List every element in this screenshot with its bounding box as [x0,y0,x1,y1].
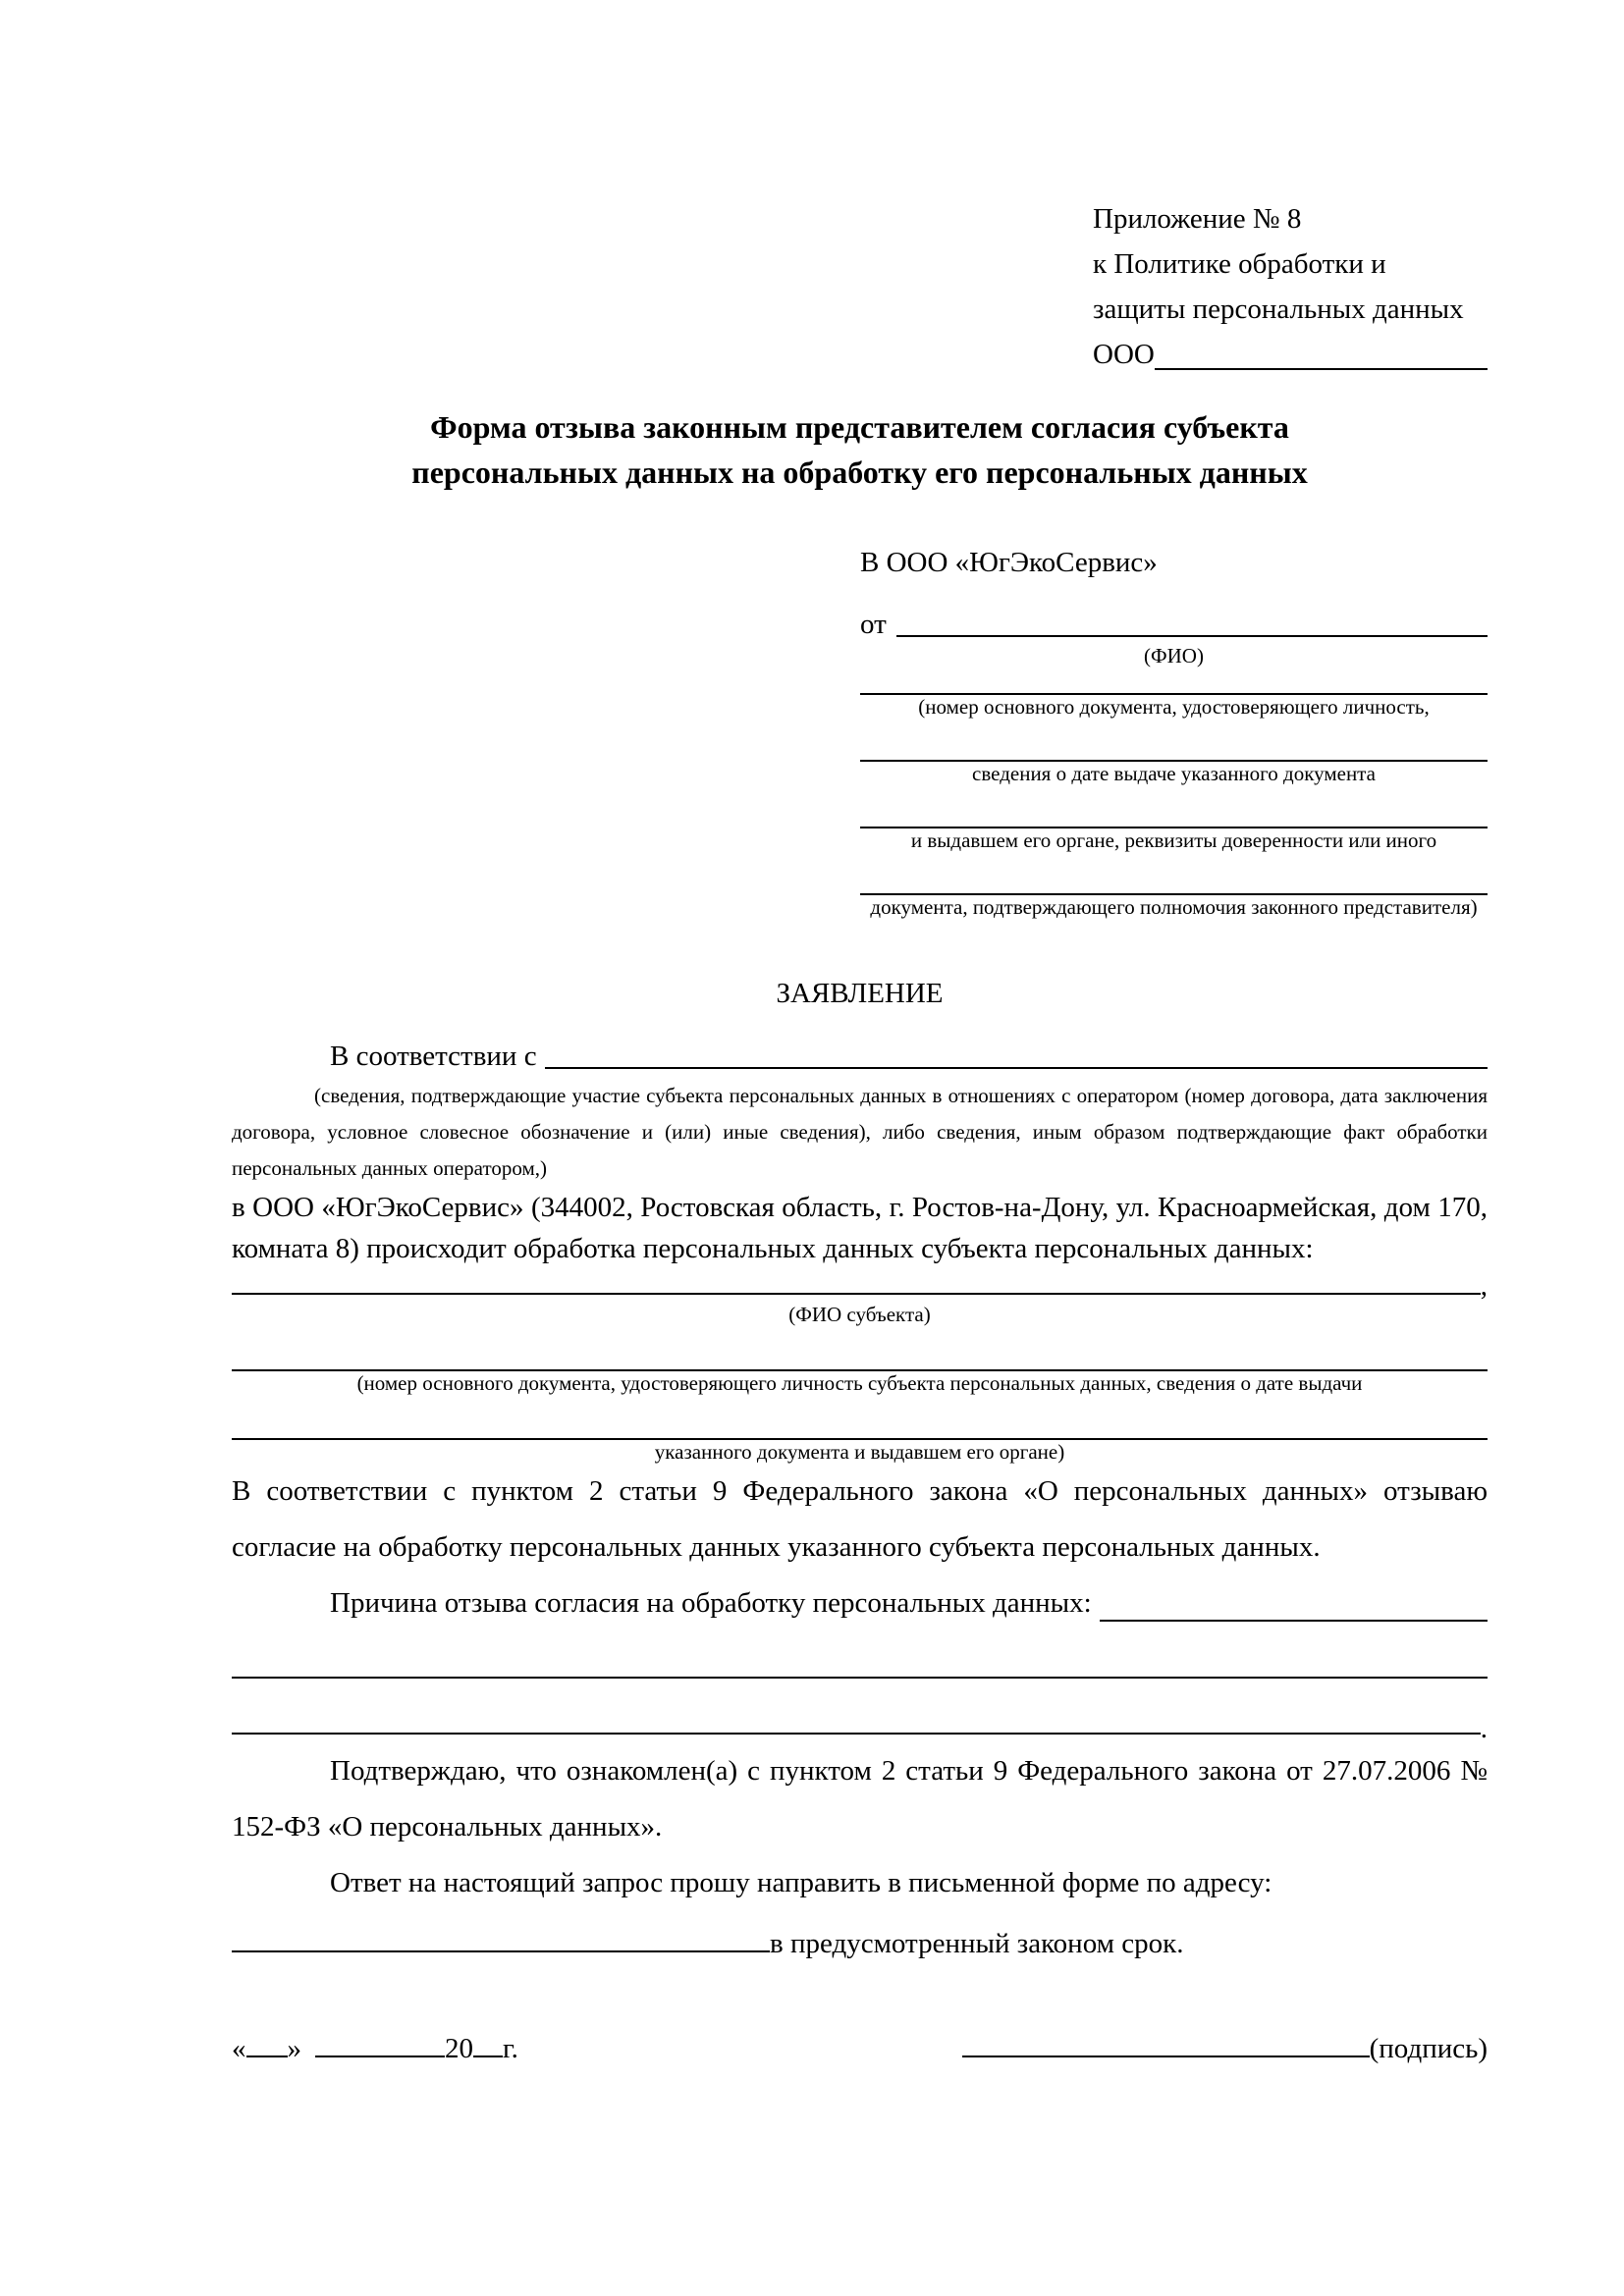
subject-fio-suffix: , [1480,1270,1488,1302]
addressee-organization: В ООО «ЮгЭкоСервис» [860,547,1158,578]
quote-close: » [287,2033,301,2064]
reason-blank-row-1 [232,1631,1488,1687]
address-blank [232,1950,770,1952]
issue-date-caption: сведения о дате выдаче указанного документа [972,762,1376,785]
relationship-note: (сведения, подтверждающие участие субъекта персональных данных в отношениях с оператором (номер договора, дата заключения договора, условное словесное обозначение и (или) иные сведения), либо сведения, иным образом подтверждающие факт обработки персональных данных оператором,) [232,1084,1488,1180]
subject-doc-caption-1: (номер основного документа, удостоверяющего личность субъекта персональных данных, сведения о дате выдачи [356,1371,1363,1395]
signature-blank [962,2054,1370,2057]
subject-fio-line [232,1269,1488,1303]
appendix-line-3: защиты персональных данных [1093,294,1464,325]
confirmation-paragraph: Подтверждаю, что ознакомлен(а) с пунктом 2 статьи 9 Федерального закона от 27.07.2006 № 152-ФЗ «О персональных данных». [232,1755,1488,1842]
company-blank [1155,368,1488,370]
date-day-blank [246,2054,288,2057]
response-suffix: в предусмотренный законом срок. [770,1928,1184,1959]
subject-fio-blank [232,1293,1481,1295]
response-paragraph: Ответ на настоящий запрос прошу направить в письменной форме по адресу: [330,1867,1272,1898]
issuing-authority-blank [860,785,1488,828]
document-content [232,0,1488,2066]
subject-doc-caption-2: указанного документа и выдавшем его органе) [654,1440,1065,1464]
signature-line [962,2031,1488,2066]
reason-blank-row-2 [232,1687,1488,1743]
issue-date-blank [860,719,1488,762]
addressee-block [860,546,1488,919]
quote-open: « [232,2033,246,2064]
appendix-line-2: к Политике обработки и [1093,248,1386,280]
reason-period: . [1480,1713,1488,1744]
from-label: от [860,609,887,640]
fio-caption: (ФИО) [1144,644,1204,667]
response-address-line [232,1911,1488,1960]
year-prefix: 20 [445,2033,473,2064]
doc-number-blank [860,667,1488,695]
appendix-header [1093,196,1488,377]
accordance-line [232,1037,1488,1076]
relationship-blank [545,1067,1488,1069]
subject-doc-blank-1 [232,1326,1488,1371]
company-prefix: ООО [1093,339,1155,370]
representative-authority-caption: документа, подтверждающего полномочия законного представителя) [870,895,1478,919]
reason-line [232,1575,1488,1631]
subject-doc-blank-2 [232,1395,1488,1440]
year-suffix: г. [503,2033,518,2064]
appendix-line-1: Приложение № 8 [1093,203,1302,235]
from-line [860,605,1488,644]
reason-blank-2 [232,1733,1481,1735]
date-month-blank [315,2054,445,2057]
accordance-prefix: В соответствии с [330,1041,537,1072]
issuing-authority-caption: и выдавшем его органе, реквизиты доверенности или иного [910,828,1437,852]
representative-authority-blank [860,852,1488,895]
operator-paragraph: в ООО «ЮгЭкоСервис» (344002, Ростовская область, г. Ростов-на-Дону, ул. Красноармейская, дом 170, комната 8) происходит обработка персональных данных субъекта персональных данных: [232,1192,1488,1264]
date-year-blank [473,2054,503,2057]
subject-fio-caption: (ФИО субъекта) [788,1303,931,1326]
company-line [1093,332,1488,377]
reason-blank-1 [232,1677,1488,1679]
reason-prefix: Причина отзыва согласия на обработку персональных данных: [330,1587,1092,1619]
doc-number-caption: (номер основного документа, удостоверяющего личность, [918,695,1430,719]
withdrawal-paragraph: В соответствии с пунктом 2 статьи 9 Федерального закона «О персональных данных» отзываю согласие на обработку персональных данных указанного субъекта персональных данных. [232,1475,1488,1563]
reason-blank-inline [1100,1620,1488,1622]
fio-blank [896,635,1488,637]
document-title: Форма отзыва законным представителем согласия субъекта персональных данных на обработку его персональных данных [411,409,1308,490]
signature-row [232,2031,1488,2066]
statement-heading: ЗАЯВЛЕНИЕ [776,978,944,1009]
date-line [232,2031,518,2066]
signature-caption: (подпись) [1369,2033,1488,2064]
